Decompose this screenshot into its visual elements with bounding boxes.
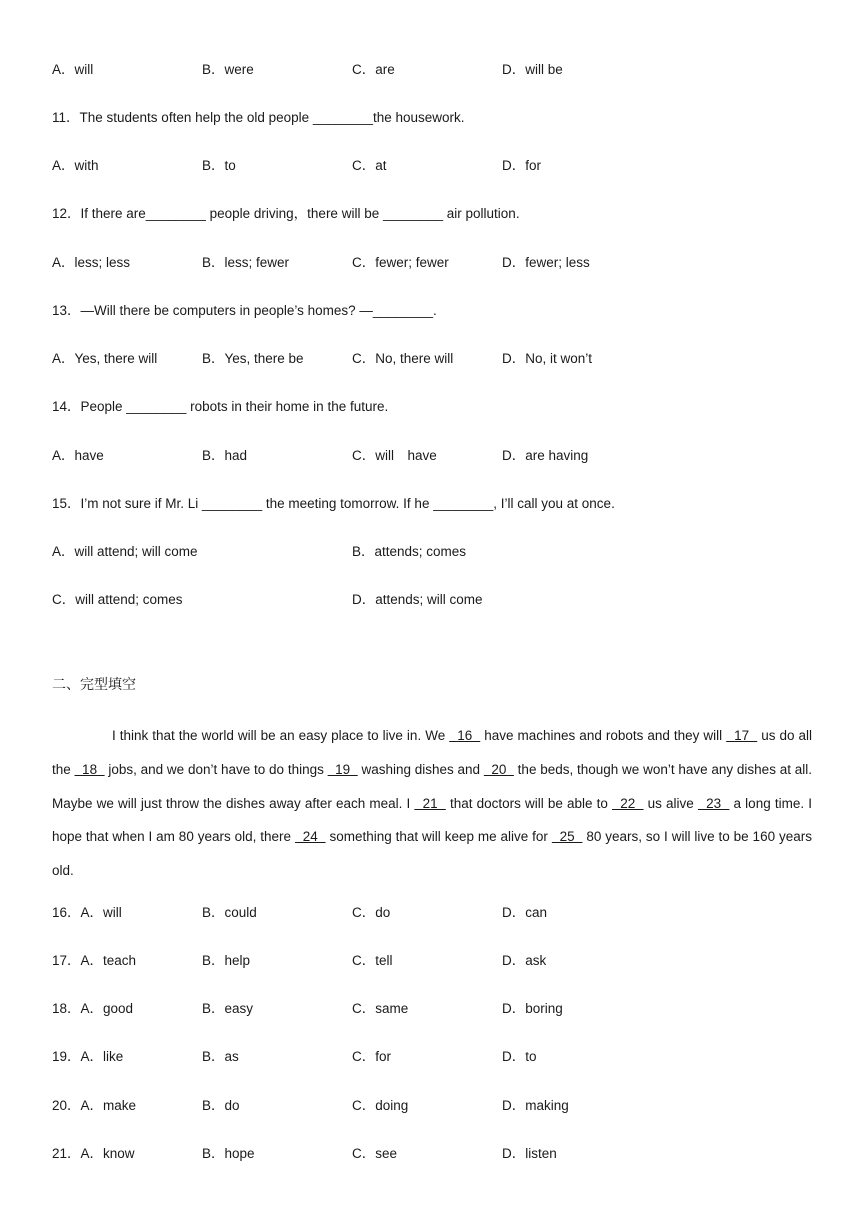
q21-options bbox=[52, 1145, 812, 1163]
blank-17: 17 bbox=[726, 728, 758, 743]
q21-option-b: B．hope bbox=[202, 1146, 255, 1161]
passage-text: 80 years, so I will live to be 160 years old. bbox=[52, 829, 812, 879]
q14-option-b: B．had bbox=[202, 448, 248, 463]
q16-options bbox=[52, 904, 812, 922]
q15-options-row2 bbox=[52, 591, 812, 609]
q11-option-c: C．at bbox=[352, 158, 387, 173]
q21-option-a: 21．A．know bbox=[52, 1146, 135, 1161]
q19-option-b: B．as bbox=[202, 1049, 239, 1064]
q15-option-b: B．attends; comes bbox=[352, 544, 467, 559]
q13-options bbox=[52, 350, 812, 368]
q10-option-d: D．will be bbox=[502, 62, 563, 77]
q20-option-d: D．making bbox=[502, 1098, 569, 1113]
section-title: 二、完型填空 bbox=[52, 677, 136, 693]
blank-16: 16 bbox=[449, 728, 481, 743]
q17-option-c: C．tell bbox=[352, 953, 393, 968]
passage-text: something that will keep me alive for bbox=[325, 829, 552, 845]
q21-option-d: D．listen bbox=[502, 1146, 557, 1161]
q16-option-d: D．can bbox=[502, 905, 548, 920]
q18-option-b: B．easy bbox=[202, 1001, 254, 1016]
passage-text: jobs, and we don’t have to do things bbox=[104, 761, 328, 777]
q19-option-a: 19．A．like bbox=[52, 1049, 124, 1064]
passage-text: a long time. I hope that when I am 80 years old, there bbox=[52, 795, 812, 845]
q12-stem: 12．If there are________ people driving，there will be ________ air pollution. bbox=[52, 206, 520, 221]
q20-option-a: 20．A．make bbox=[52, 1098, 137, 1113]
q15-option-c: C．will attend; comes bbox=[52, 592, 183, 607]
passage-text: I think that the world will be an easy place to live in. We bbox=[112, 728, 450, 743]
q12-options bbox=[52, 254, 812, 272]
q20-option-c: C．doing bbox=[352, 1098, 409, 1113]
q14-option-d: D．are having bbox=[502, 448, 589, 463]
q11-option-b: B．to bbox=[202, 158, 236, 173]
q11-stem: 11．The students often help the old people ________the housework. bbox=[52, 110, 465, 125]
q11-options bbox=[52, 157, 812, 175]
q10-option-c: C．are bbox=[352, 62, 395, 77]
q12-option-a: A．less; less bbox=[52, 255, 131, 270]
q12-option-d: D．fewer; less bbox=[502, 255, 590, 270]
q10-options bbox=[52, 61, 812, 79]
q13-option-d: D．No, it won’t bbox=[502, 351, 593, 366]
q12-option-c: C．fewer; fewer bbox=[352, 255, 449, 270]
q21-option-c: C．see bbox=[352, 1146, 398, 1161]
q16-option-c: C．do bbox=[352, 905, 391, 920]
q16-option-b: B．could bbox=[202, 905, 257, 920]
q20-option-b: B．do bbox=[202, 1098, 240, 1113]
q19-options bbox=[52, 1048, 812, 1066]
q19-option-c: C．for bbox=[352, 1049, 392, 1064]
q10-option-b: B．were bbox=[202, 62, 254, 77]
q13-option-a: A．Yes, there will bbox=[52, 351, 158, 366]
q15-option-d: D．attends; will come bbox=[352, 592, 483, 607]
q18-option-d: D．boring bbox=[502, 1001, 563, 1016]
blank-20: 20 bbox=[483, 761, 514, 777]
q18-option-a: 18．A．good bbox=[52, 1001, 134, 1016]
q17-option-b: B．help bbox=[202, 953, 251, 968]
blank-22: 22 bbox=[612, 795, 644, 811]
passage-text: us alive bbox=[643, 795, 698, 811]
q11-option-a: A．with bbox=[52, 158, 99, 173]
passage-text: washing dishes and bbox=[357, 761, 484, 777]
q13-option-b: B．Yes, there be bbox=[202, 351, 304, 366]
q14-option-c: C．will have bbox=[352, 448, 437, 463]
q15-options-row1 bbox=[52, 543, 812, 561]
q13-option-c: C．No, there will bbox=[352, 351, 454, 366]
q17-options bbox=[52, 952, 812, 970]
q13-stem: 13．—Will there be computers in people’s homes? —________. bbox=[52, 303, 437, 318]
q14-options bbox=[52, 447, 812, 465]
passage-text: the beds, though we won’t have any dishes at all. Maybe we will just throw the dishes away after each meal. I bbox=[52, 761, 812, 811]
q10-option-a: A．will bbox=[52, 62, 94, 77]
passage-text: us do all the bbox=[52, 728, 812, 777]
passage-text: that doctors will be able to bbox=[445, 795, 613, 811]
q18-options bbox=[52, 1000, 812, 1018]
q16-option-a: 16．A．will bbox=[52, 905, 122, 920]
q17-option-d: D．ask bbox=[502, 953, 547, 968]
q17-option-a: 17．A．teach bbox=[52, 953, 137, 968]
q15-option-a: A．will attend; will come bbox=[52, 544, 198, 559]
q11-option-d: D．for bbox=[502, 158, 542, 173]
q19-option-d: D．to bbox=[502, 1049, 537, 1064]
q20-options bbox=[52, 1097, 812, 1115]
blank-25: 25 bbox=[551, 829, 583, 845]
q14-option-a: A．have bbox=[52, 448, 104, 463]
q15-stem: 15．I’m not sure if Mr. Li ________ the meeting tomorrow. If he ________, I’ll call you at once. bbox=[52, 496, 615, 511]
q12-option-b: B．less; fewer bbox=[202, 255, 290, 270]
blank-19: 19 bbox=[327, 761, 358, 777]
cloze-passage bbox=[52, 719, 812, 888]
passage-text: have machines and robots and they will bbox=[480, 728, 727, 743]
q14-stem: 14．People ________ robots in their home in the future. bbox=[52, 399, 389, 414]
blank-24: 24 bbox=[294, 829, 326, 845]
q18-option-c: C．same bbox=[352, 1001, 409, 1016]
blank-21: 21 bbox=[414, 795, 446, 811]
blank-23: 23 bbox=[697, 795, 730, 811]
blank-18: 18 bbox=[74, 761, 105, 777]
